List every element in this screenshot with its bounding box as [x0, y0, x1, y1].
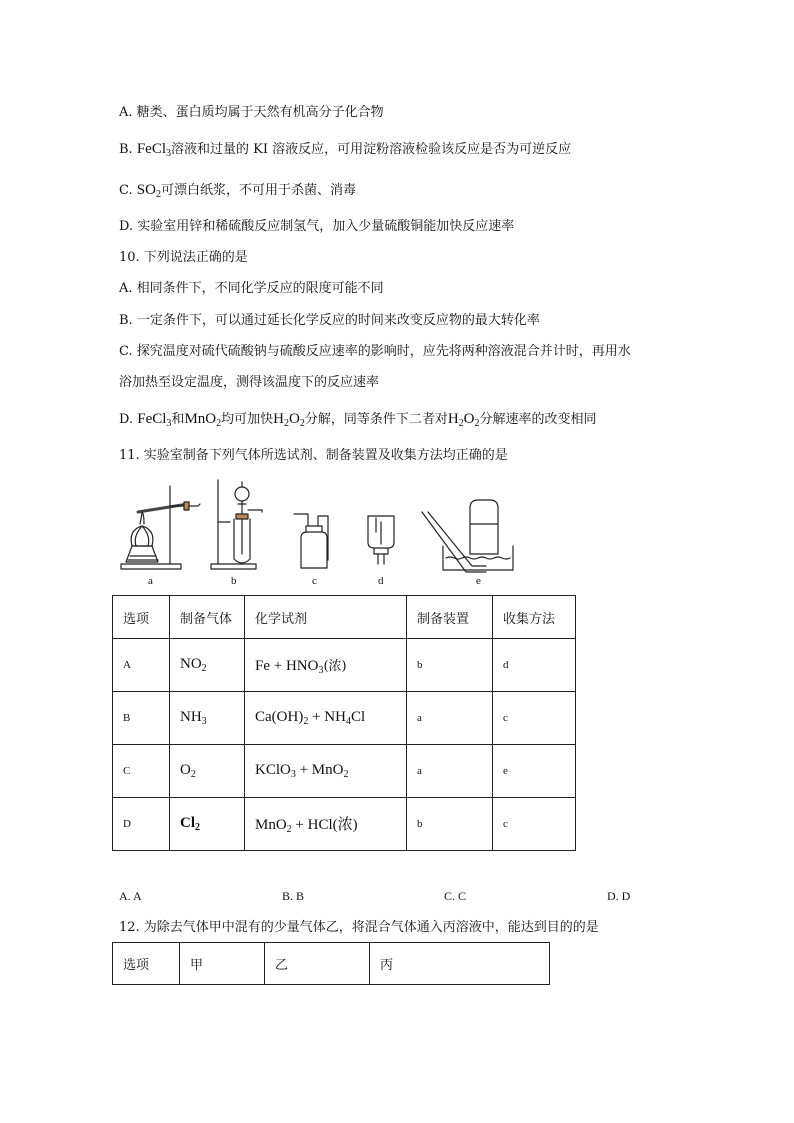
q12-stem: 12. 为除去气体甲中混有的少量气体乙，将混合气体通入丙溶液中，能达到目的的是 — [119, 920, 599, 935]
table-header-cell: 制备装置 — [407, 596, 493, 639]
row-gas: $NH_3$ — [170, 692, 245, 745]
q11-answer-d: D. D — [607, 889, 631, 903]
table-row — [113, 798, 576, 851]
q10-stem: 10. 下列说法正确的是 — [119, 250, 248, 265]
apparatus-figure — [118, 476, 518, 590]
q9-option-c — [119, 181, 356, 204]
q10-option-d: D. FeCl$_3$和MnO$_2$均可加快$H_2O_2$分解，同等条件下二者对$H_2O_2$分解速率的改变相同 — [119, 411, 597, 429]
figure-label-d: d — [378, 575, 384, 587]
table-header-cell: 甲 — [180, 943, 265, 985]
row-gas: $O_2$ — [170, 745, 245, 798]
table-header-cell: 乙 — [265, 943, 370, 985]
table-row — [113, 639, 576, 692]
figure-label-e: e — [476, 575, 481, 587]
formula-h2o2: $H_2O_2$ — [447, 411, 480, 429]
row-device: a — [407, 692, 493, 745]
table-header-cell: 制备气体 — [170, 596, 245, 639]
table-header-cell: 丙 — [370, 943, 550, 985]
apparatus-c — [294, 514, 328, 568]
q9-option-d: D. 实验室用锌和稀硫酸反应制氢气，加入少量硫酸铜能加快反应速率 — [119, 219, 515, 234]
row-collect: d — [493, 639, 576, 692]
q9-option-b-prefix: B. — [119, 142, 133, 157]
row-gas: $NO_2$ — [170, 639, 245, 692]
formula-mno2: MnO$_2$ — [184, 411, 222, 429]
row-reagent: KClO$_3$ + MnO$_2$ — [245, 745, 407, 798]
figure-label-a: a — [148, 575, 153, 587]
apparatus-b — [211, 480, 262, 569]
formula-fecl3: FeCl$_3$ — [136, 141, 172, 159]
q9-option-c-prefix: C. — [119, 183, 133, 198]
table-row — [113, 745, 576, 798]
apparatus-d — [368, 516, 394, 564]
q11-answer-c: C. C — [444, 889, 467, 903]
table-header-cell: 选项 — [113, 943, 180, 985]
row-reagent: MnO$_2$ + HCl(浓) — [245, 798, 407, 851]
q9-option-c-text: 可漂白纸浆，不可用于杀菌、消毒 — [160, 183, 356, 198]
figure-label-b: b — [231, 575, 237, 587]
q9-option-b — [119, 140, 571, 163]
row-device: a — [407, 745, 493, 798]
q10-option-b: B. 一定条件下，可以通过延长化学反应的时间来改变反应物的最大转化率 — [119, 313, 540, 328]
table-header-row — [113, 596, 576, 639]
q11-answer-b: B. B — [282, 889, 305, 903]
row-collect: c — [493, 798, 576, 851]
q12-table — [112, 942, 550, 985]
q11-answer-a: A. A — [119, 889, 142, 903]
q9-option-a: A. 糖类、蛋白质均属于天然有机高分子化合物 — [119, 105, 384, 120]
q10-option-c-line2: 浴加热至设定温度，测得该温度下的反应速率 — [119, 375, 380, 390]
q11-stem: 11. 实验室制备下列气体所选试剂、制备装置及收集方法均正确的是 — [119, 448, 508, 463]
row-option: A — [113, 639, 170, 692]
row-device: b — [407, 639, 493, 692]
formula-h2o2: $H_2O_2$ — [273, 411, 305, 429]
table-header-cell: 收集方法 — [493, 596, 576, 639]
row-reagent: $Ca(OH)_2 + NH_4Cl$ — [245, 692, 407, 745]
table-row — [113, 692, 576, 745]
row-collect: c — [493, 692, 576, 745]
formula-fecl3: FeCl$_3$ — [137, 411, 172, 429]
q10-option-a: A. 相同条件下，不同化学反应的限度可能不同 — [119, 281, 384, 296]
row-device: b — [407, 798, 493, 851]
table-header-row — [113, 943, 550, 985]
row-reagent: $Fe + HNO_3$(浓) — [245, 639, 407, 692]
figure-label-c: c — [312, 575, 317, 587]
table-header-cell: 化学试剂 — [245, 596, 407, 639]
table-header-cell: 选项 — [113, 596, 170, 639]
apparatus-e — [422, 500, 513, 572]
row-option: D — [113, 798, 170, 851]
row-option: B — [113, 692, 170, 745]
formula-so2: $SO_2$ — [136, 182, 161, 200]
q10-option-c-line1: C. 探究温度对硫代硫酸钠与硫酸反应速率的影响时，应先将两种溶液混合并计时，再用水 — [119, 344, 631, 359]
row-option: C — [113, 745, 170, 798]
q9-option-b-text: 溶液和过量的 KI 溶液反应，可用淀粉溶液检验该反应是否为可逆反应 — [171, 142, 572, 157]
row-collect: e — [493, 745, 576, 798]
q11-table — [112, 595, 576, 851]
apparatus-a — [121, 486, 200, 569]
row-gas: $Cl_2$ — [170, 798, 245, 851]
